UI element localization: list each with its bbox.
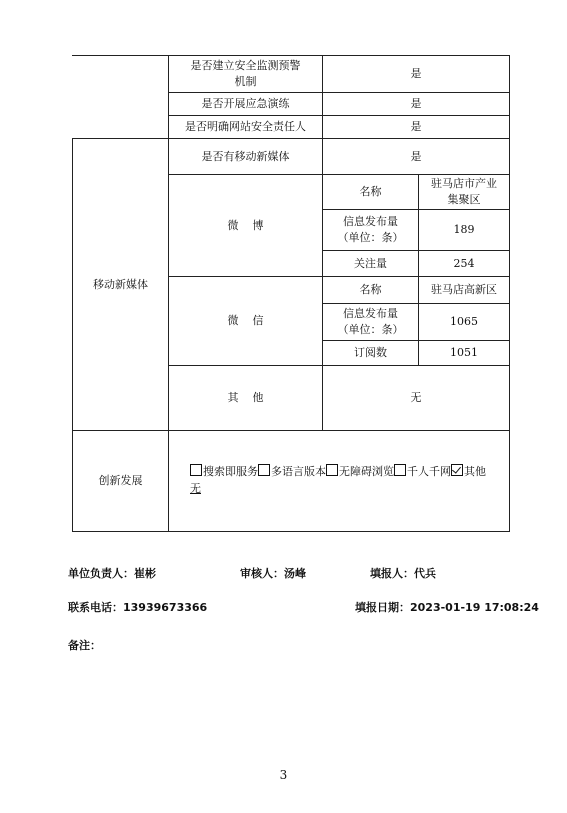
checkbox-checked-icon[interactable] [451,464,463,476]
option-search-service[interactable]: 搜索即服务 [190,465,258,478]
weibo-name-value: 驻马店市产业 集聚区 [431,177,497,206]
table-line [72,531,510,532]
date-label: 填报日期：2023-01-19 17:08:24 [355,601,539,614]
weibo-posts-label: 信息发布量 （单位：条） [337,215,404,244]
weixin-subs-value: 1051 [450,346,478,359]
other-media-value: 无 [410,391,422,404]
drill-value: 是 [410,97,422,110]
checkbox-icon[interactable] [258,464,270,476]
weibo-follow-value: 254 [453,256,475,270]
monitoring-value: 是 [410,67,422,80]
option-multilanguage[interactable]: 多语言版本 [258,465,326,478]
mobile-media-label: 移动新媒体 [93,277,148,291]
option-accessibility[interactable]: 无障碍浏览 [326,465,394,478]
innovation-options [190,463,508,497]
monitoring-label: 是否建立安全监测预警 机制 [190,59,301,88]
filler-label: 填报人：代兵 [370,567,436,580]
security-officer-value: 是 [410,120,422,133]
reviewer-label: 审核人：汤峰 [240,567,306,580]
remark-label: 备注： [68,639,101,652]
weibo-follow-label: 关注量 [354,256,387,270]
option-other[interactable]: 其他 [451,465,486,478]
principal-label: 单位负责人：崔彬 [68,567,156,580]
weixin-label: 微 信 [227,314,264,327]
checkbox-icon[interactable] [326,464,338,476]
weibo-posts-value: 189 [453,223,475,236]
weibo-name-label: 名称 [359,185,382,198]
weixin-posts-value: 1065 [450,315,478,328]
security-officer-label: 是否明确网站安全责任人 [185,120,306,133]
phone-label: 联系电话：13939673366 [68,601,208,614]
drill-label: 是否开展应急演练 [201,97,290,110]
page-number: 3 [279,768,288,782]
checkbox-icon[interactable] [190,464,202,476]
option-personalized[interactable]: 千人千网 [394,465,451,478]
innovation-label: 创新发展 [98,474,143,487]
has-media-value: 是 [410,149,422,163]
innovation-other-text: 无 [190,482,201,495]
has-media-label: 是否有移动新媒体 [201,149,290,163]
weibo-label: 微 博 [227,218,264,232]
checkbox-icon[interactable] [394,464,406,476]
table-line [509,55,510,532]
weixin-subs-label: 订阅数 [354,346,387,359]
weixin-posts-label: 信息发布量 （单位：条） [337,307,404,336]
other-media-label: 其 他 [227,391,264,404]
weixin-name-value: 驻马店高新区 [431,283,497,296]
weixin-name-label: 名称 [359,283,382,296]
